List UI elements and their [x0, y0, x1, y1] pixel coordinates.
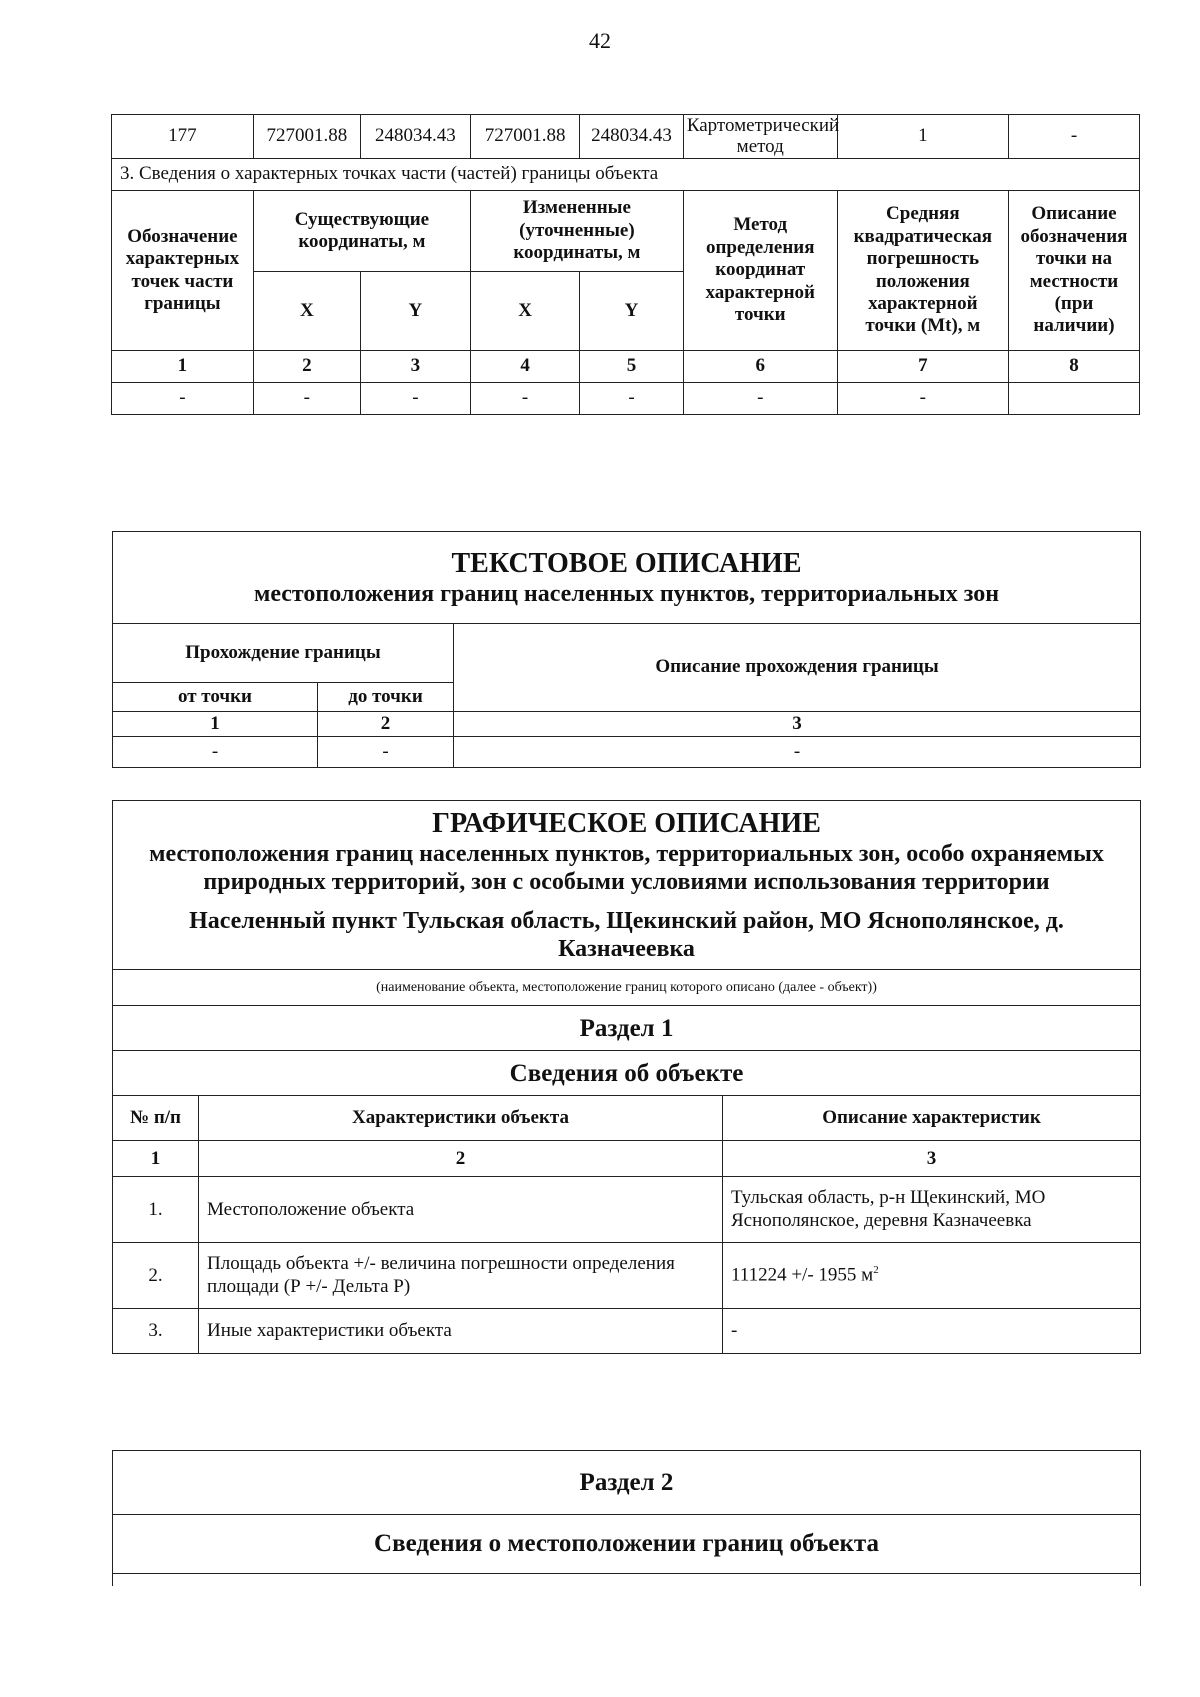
boundary-passage-header: Прохождение границы [113, 624, 454, 683]
section-2-title: Раздел 2 [113, 1451, 1141, 1515]
table-cell: - [1009, 115, 1140, 159]
column-number: 3 [454, 712, 1141, 737]
section-1-subtitle: Сведения об объекте [113, 1051, 1141, 1096]
coordinates-table [111, 114, 1140, 415]
table-cell: - [580, 383, 684, 415]
column-number: 6 [683, 351, 837, 383]
text-description-title: ТЕКСТОВОЕ ОПИСАНИЕ [451, 547, 802, 579]
table-cell: 727001.88 [253, 115, 360, 159]
column-number: 4 [471, 351, 580, 383]
header-characteristics: Характеристики объекта [199, 1096, 723, 1141]
row-value [723, 1243, 1141, 1309]
header-method: Метод определения координат характерной точки [683, 191, 837, 351]
row-value: - [723, 1309, 1141, 1354]
row-name: Иные характеристики объекта [199, 1309, 723, 1354]
header-x: X [253, 272, 360, 351]
table-cell: 248034.43 [360, 115, 470, 159]
graphic-description-table [112, 800, 1141, 1354]
column-number: 2 [199, 1141, 723, 1177]
table-cell: - [112, 383, 254, 415]
page-number: 42 [589, 28, 611, 53]
column-number: 2 [318, 712, 454, 737]
table-row [113, 1309, 1141, 1354]
column-number: 3 [723, 1141, 1141, 1177]
row-number: 3. [113, 1309, 199, 1354]
table-cell: - [471, 383, 580, 415]
header-x: X [471, 272, 580, 351]
header-y: Y [360, 272, 470, 351]
graphic-description-subtitle: местоположения границ населенных пунктов, территориальных зон, особо охраняемых природных территорий, зон с особыми условиями использования территории [149, 841, 1104, 896]
section-2-table [112, 1450, 1141, 1586]
table-cell: - [360, 383, 470, 415]
point-id-cell: 177 [112, 115, 254, 159]
header-error: Средняя квадратическая погрешность положения характерной точки (Mt), м [837, 191, 1008, 351]
header-number: № п/п [113, 1096, 199, 1141]
object-name: Населенный пункт Тульская область, Щекинский район, МО Яснополянское, д. Казначеевка [189, 907, 1064, 962]
row-number: 2. [113, 1243, 199, 1309]
table-row [113, 1243, 1141, 1309]
header-changed-coords: Измененные (уточненные) координаты, м [471, 191, 684, 272]
graphic-description-header [113, 801, 1141, 970]
passage-description-header: Описание прохождения границы [454, 624, 1141, 712]
table-cell: - [454, 737, 1141, 768]
table-cell: - [837, 383, 1008, 415]
section-2-subtitle: Сведения о местоположении границ объекта [113, 1515, 1141, 1574]
graphic-description-title: ГРАФИЧЕСКОЕ ОПИСАНИЕ [432, 808, 821, 839]
column-number: 3 [360, 351, 470, 383]
section-1-title: Раздел 1 [113, 1006, 1141, 1051]
column-number: 1 [113, 1141, 199, 1177]
column-number: 1 [113, 712, 318, 737]
table-cell: - [683, 383, 837, 415]
section-title: 3. Сведения о характерных точках части (частей) границы объекта [112, 159, 1140, 191]
column-number: 7 [837, 351, 1008, 383]
table-row [112, 115, 1140, 159]
table-cell: - [253, 383, 360, 415]
row-name: Местоположение объекта [199, 1177, 723, 1243]
column-number: 5 [580, 351, 684, 383]
column-number: 8 [1009, 351, 1140, 383]
row-number: 1. [113, 1177, 199, 1243]
row-value: Тульская область, р-н Щекинский, МО Яснополянское, деревня Казначеевка [723, 1177, 1141, 1243]
table-cell: 1 [837, 115, 1008, 159]
column-number: 1 [112, 351, 254, 383]
table-cell [1009, 383, 1140, 415]
header-characteristics-description: Описание характеристик [723, 1096, 1141, 1141]
area-unit-superscript: 2 [873, 1264, 879, 1277]
header-y: Y [580, 272, 684, 351]
section-2-continuation [113, 1574, 1141, 1586]
table-row [113, 1177, 1141, 1243]
header-existing-coords: Существующие координаты, м [253, 191, 470, 272]
from-point-header: от точки [113, 683, 318, 712]
table-cell: 248034.43 [580, 115, 684, 159]
table-cell: 727001.88 [471, 115, 580, 159]
text-description-header [113, 532, 1141, 624]
text-description-subtitle: местоположения границ населенных пунктов, территориальных зон [253, 580, 1000, 607]
area-value: 111224 +/- 1955 м [731, 1264, 874, 1286]
header-description: Описание обозначения точки на местности (при наличии) [1009, 191, 1140, 351]
to-point-header: до точки [318, 683, 454, 712]
column-number: 2 [253, 351, 360, 383]
header-designation: Обозначение характерных точек части границы [112, 191, 254, 351]
table-cell: - [113, 737, 318, 768]
text-description-table [112, 531, 1141, 768]
table-cell: - [318, 737, 454, 768]
method-cell: Картометрический метод [683, 115, 837, 159]
row-name: Площадь объекта +/- величина погрешности определения площади (Р +/- Дельта Р) [199, 1243, 723, 1309]
object-caption: (наименование объекта, местоположение границ которого описано (далее - объект)) [113, 970, 1141, 1006]
